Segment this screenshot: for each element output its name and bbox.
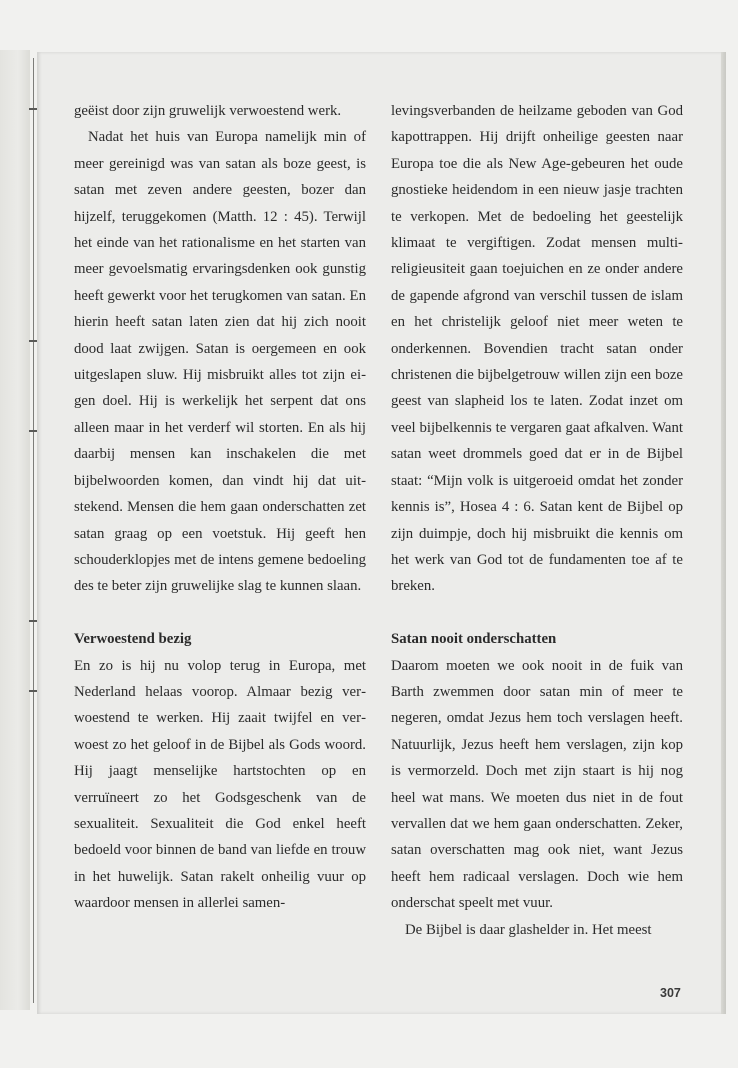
binding-gutter [33, 58, 34, 1003]
section-heading: Satan nooit onderschatten [391, 631, 557, 648]
gutter-mark [29, 108, 37, 110]
paragraph: levingsverbanden de heilzame geboden van God kapottrappen. Hij drijft onheilige geesten naar Europa toe die als New Age-gebeuren het oude gnostieke heidendom in een nieuw jasje trachten te verkopen. Met de bedoeling het geestelijk klimaat te vergiftigen. Zodat mensen multi-religieusiteit gaan toejuichen en ze onder andere de gapende afgrond van verschil tussen de islam en het christelijk geloof niet meer weten te onderkennen. Bovendien tracht satan onder christenen die bijbelgetrouw willen zijn een boze geest van slapheid los te laten. Zodat inzet om veel bijbelkennis te vergaren gaat afkalven. Want satan weet drommels goed dat er in de Bijbel staat: “Mijn volk is uitgeroeid omdat het zonder kennis is”, Hosea 4 : 6. Satan kent de Bijbel op zijn duimpje, doch hij misbruikt die kennis om het werk van God tot de fundamenten toe af te breken. [391, 103, 683, 595]
gutter-mark [29, 620, 37, 622]
paragraph: En zo is hij nu volop terug in Europa, met Nederland helaas voorop. Almaar bezig verwoestend te werken. Hij zaait twijfel en verwoest zo het geloof in de Bijbel als Gods woord. Hij jaagt menselijke hartstochten op en verruïneert zo het Godsgeschenk van de sexualiteit. Sexualiteit die God enkel heeft bedoeld voor binnen de band van liefde en trouw in het huwelijk. Satan rakelt onheilig vuur op waardoor mensen in allerlei samen- [74, 657, 366, 912]
paragraph: Nadat het huis van Europa namelijk min of meer gereinigd was van satan als boze geest, is satan met zeven andere geesten, bozer dan hijzelf, teruggekomen (Matth. 12 : 45). Terwijl het einde van het rationalisme en het starten van meer gevoelsmatig ervaringsdenken ook gunstig heeft gewerkt voor het terugkomen van satan. En hierin heeft satan laten zien dat hij zich nooit dood laat zwijgen. Satan is oergemeen en ook uitgeslapen sluw. Hij misbruikt alles tot zijn eigen doel. Hij is werkelijk het serpent dat ons alleen maar in het verderf wil storten. En als hij daarbij mensen kan inschakelen die met bijbelwoorden komen, dan vindt hij dat uitstekend. Mensen die hem gaan onderschatten zet satan graag op een voetstuk. Hij geeft hen schouderklopjes met de intens gemene bedoeling des te beter zijn gruwelijke slag te kunnen slaan. [74, 129, 366, 595]
left-column [74, 98, 366, 917]
page-edge [721, 52, 726, 1014]
facing-page-edge [0, 50, 30, 1010]
paragraph: De Bijbel is daar glashelder in. Het meest [405, 921, 652, 938]
gutter-mark [29, 690, 37, 692]
section-heading: Verwoestend bezig [74, 631, 192, 648]
page-number: 307 [660, 986, 681, 1000]
paragraph: Daarom moeten we ook nooit in de fuik van Barth zwemmen door satan min of meer te negeren, omdat Jezus hem toch verslagen heeft. Natuurlijk, Jezus heeft hem verslagen, zijn kop is vermorzeld. Doch met zijn staart is hij nog heel wat mans. We moeten dus niet in de fout vervallen dat we hem gaan onderschatten. Zeker, satan overschatten mag ook niet, want Jezus heeft hem radicaal verslagen. Doch wie hem onderschat speelt met vuur. [391, 657, 683, 912]
gutter-mark [29, 340, 37, 342]
right-column [391, 98, 683, 943]
paragraph: geëist door zijn gruwelijk verwoestend werk. [74, 103, 342, 119]
gutter-mark [29, 430, 37, 432]
